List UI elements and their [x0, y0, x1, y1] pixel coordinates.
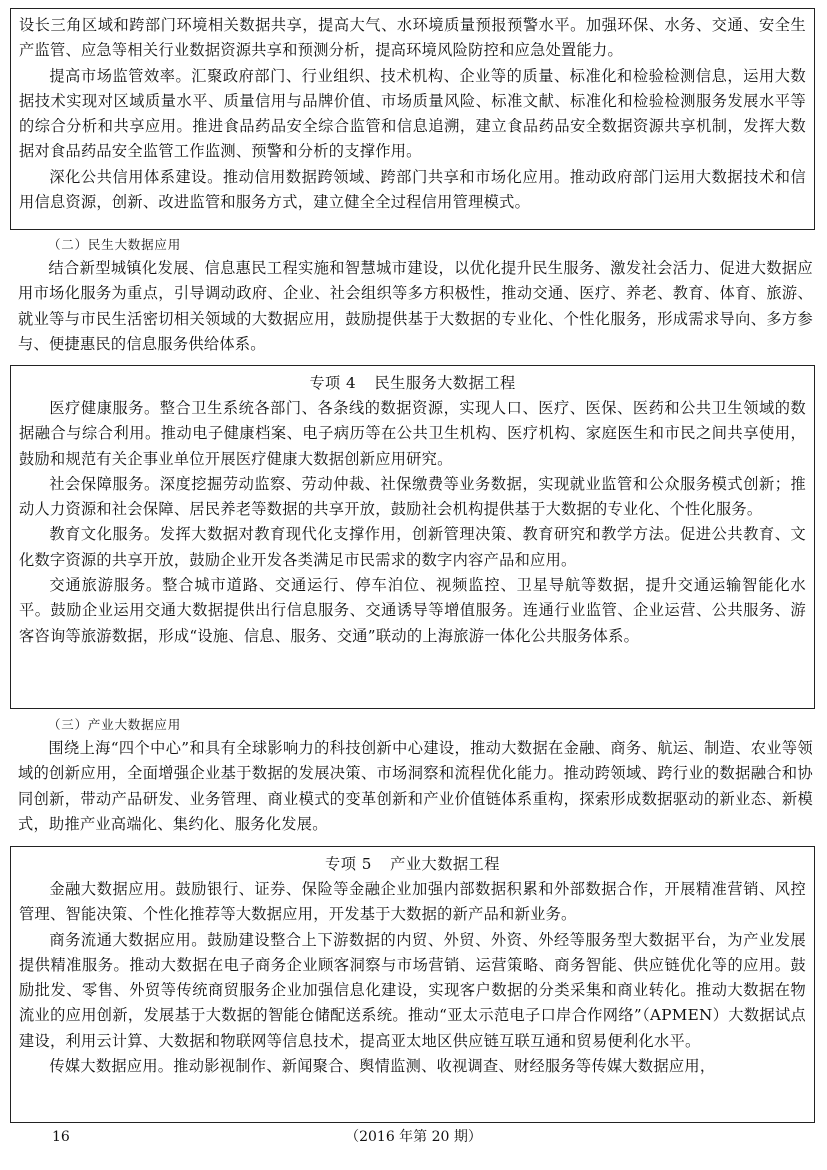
- special-project-4-number: 专项 4: [309, 374, 357, 392]
- project5-paragraph-1: 金融大数据应用。鼓励银行、证券、保险等金融企业加强内部数据积累和外部数据合作，开展精准营销、风控管理、智能决策、个性化推荐等大数据应用，开发基于大数据的新产品和新业务。: [19, 880, 806, 924]
- box-top-paragraph-3: 深化公共信用体系建设。推动信用数据跨领域、跨部门共享和市场化应用。推动政府部门运用大数据技术和信用信息资源，创新、改进监管和服务方式，建立健全全过程信用管理模式。: [19, 167, 806, 212]
- issue-label: （2016 年第 20 期）: [345, 1129, 482, 1145]
- project5-paragraph-2: 商务流通大数据应用。鼓励建设整合上下游数据的内贸、外贸、外资、外经等服务型大数据平台，为产业发展提供精准服务。推动大数据在电子商务企业顾客洞察与市场营销、运营策略、商务智能、供应链优化等的应用。鼓励批发、零售、外贸等传统商贸服务企业加强信息化建设，实现客户数据的分类采集和商业转化。推动大数据在物流业的应用创新，发展基于大数据的智能仓储配送系统。推动“亚太示范电子口岸合作网络”（APMEN）大数据试点建设，利用云计算、大数据和物联网等信息技术，提高亚太地区供应链互联互通和贸易便利化水平。: [19, 930, 806, 1050]
- project4-paragraph-2: 社会保障服务。深度挖掘劳动监察、劳动仲裁、社保缴费等业务数据，实现就业监管和公众服务模式创新；推动人力资源和社会保障、居民养老等数据的共享开放，鼓励社会机构提供基于大数据的专业化、个性化服务。: [19, 474, 806, 519]
- section-body-industry: 围绕上海“四个中心”和具有全球影响力的科技创新中心建设，推动大数据在金融、商务、航运、制造、农业等领域的创新应用，全面增强企业基于数据的发展决策、市场洞察和流程优化能力。推动跨领域、跨行业的数据融合和协同创新，带动产品研发、业务管理、商业模式的变革创新和产业价值链体系重构，探索形成数据驱动的新业态、新模式，助推产业高端化、集约化、服务化发展。: [18, 739, 813, 833]
- top-boxed-section: [10, 8, 815, 230]
- special-project-4-title: [19, 370, 806, 396]
- section-industry: [18, 714, 813, 837]
- section-heading-industry: （三）产业大数据应用: [48, 717, 182, 732]
- special-project-5-number: 专项 5: [325, 855, 372, 873]
- section-heading-livelihood: （二）民生大数据应用: [48, 237, 182, 252]
- section-body-livelihood: 结合新型城镇化发展、信息惠民工程实施和智慧城市建设，以优化提升民生服务、激发社会活力、促进大数据应用市场化服务为重点，引导调动政府、企业、社会组织等多方积极性，推动交通、医疗、养老、教育、体育、旅游、就业等与市民生活密切相关领域的大数据应用，鼓励提供基于大数据的专业化、个性化服务，形成需求导向、多方参与、便捷惠民的信息服务供给体系。: [18, 259, 813, 353]
- project4-paragraph-3: 教育文化服务。发挥大数据对教育现代化支撑作用，创新管理决策、教育研究和教学方法。促进公共教育、文化数字资源的共享开放，鼓励企业开发各类满足市民需求的数字内容产品和应用。: [19, 525, 806, 569]
- box-top-paragraph-1: 设长三角区域和跨部门环境相关数据共享，提高大气、水环境质量预报预警水平。加强环保、水务、交通、安全生产监管、应急等相关行业数据资源共享和预测分析，提高环境风险防控和应急处置能力。: [19, 16, 806, 60]
- project4-paragraph-1: 医疗健康服务。整合卫生系统各部门、各条线的数据资源，实现人口、医疗、医保、医药和公共卫生领域的数据融合与综合利用。推动电子健康档案、电子病历等在公共卫生机构、医疗机构、家庭医生和市民之间共享使用，鼓励和规范有关企事业单位开展医疗健康大数据创新应用研究。: [19, 399, 806, 468]
- special-project-5-title: [19, 851, 806, 877]
- special-project-4-box: [10, 365, 815, 709]
- special-project-5-name: 产业大数据工程: [390, 855, 500, 873]
- box-top-paragraph-2: 提高市场监管效率。汇聚政府部门、行业组织、技术机构、企业等的质量、标准化和检验检测信息，运用大数据技术实现对区域质量水平、质量信用与品牌价值、市场质量风险、标准文献、标准化和检验检测服务发展水平等的综合分析和共享应用。推进食品药品安全综合监管和信息追溯，建立食品药品安全数据资源共享机制，发挥大数据对食品药品安全监管工作监测、预警和分析的支撑作用。: [19, 66, 806, 161]
- page-number: 16: [52, 1129, 70, 1145]
- section-livelihood: [18, 234, 813, 357]
- special-project-4-name: 民生服务大数据工程: [374, 374, 516, 392]
- special-project-5-box: [10, 846, 815, 1123]
- project4-paragraph-4: 交通旅游服务。整合城市道路、交通运行、停车泊位、视频监控、卫星导航等数据，提升交通运输智能化水平。鼓励企业运用交通大数据提供出行信息服务、交通诱导等增值服务。连通行业监管、企业运营、公共服务、游客咨询等旅游数据，形成“设施、信息、服务、交通”联动的上海旅游一体化公共服务体系。: [19, 576, 806, 645]
- project5-paragraph-3: 传媒大数据应用。推动影视制作、新闻聚合、舆情监测、收视调查、财经服务等传媒大数据应用，: [49, 1057, 716, 1076]
